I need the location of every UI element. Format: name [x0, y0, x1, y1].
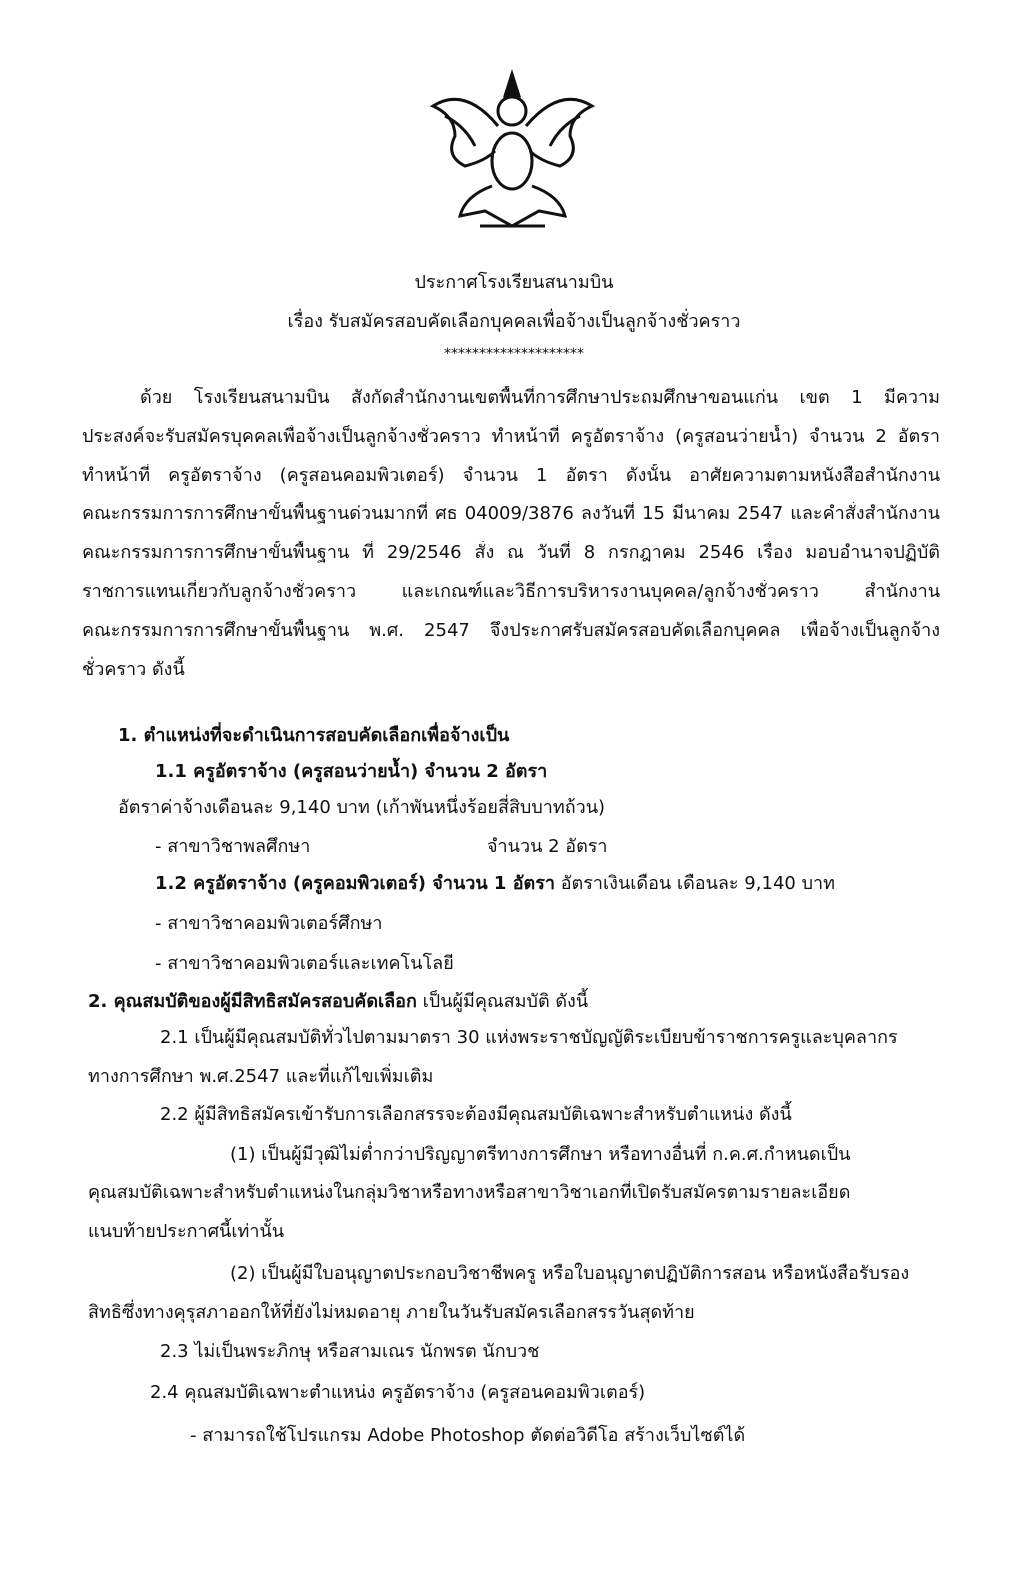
item-2-2-1: (1) เป็นผู้มีวุฒิไม่ต่ำกว่าปริญญาตรีทางการศึกษา หรือทางอื่นที่ ก.ค.ศ.กำหนดเป็น [230, 1144, 851, 1165]
intro-line: คณะกรรมการการศึกษาขั้นพื้นฐานด่วนมากที่ ศธ 04009/3876 ลงวันที่ 15 มีนาคม 2547 และคำสั่งสำนักงาน [82, 503, 940, 524]
item-1-1: 1.1 ครูอัตราจ้าง (ครูสอนว่ายน้ำ) จำนวน 2 อัตรา [155, 761, 548, 782]
separator: ******************** [444, 346, 584, 362]
intro-line: ด้วย โรงเรียนสนามบิน สังกัดสำนักงานเขตพื้นที่การศึกษาประถมศึกษาขอนแก่น เขต 1 มีความ [140, 387, 940, 408]
section2-heading-bold: 2. คุณสมบัติของผู้มีสิทธิสมัครสอบคัดเลือก [88, 991, 417, 1012]
intro-line: ราชการแทนเกี่ยวกับลูกจ้างชั่วคราว และเกณฑ์และวิธีการบริหารงานบุคคล/ลูกจ้างชั่วคราว สำนักงาน [82, 581, 940, 602]
intro-line: คณะกรรมการการศึกษาขั้นพื้นฐาน ที่ 29/2546 สั่ง ณ วันที่ 8 กรกฎาคม 2546 เรื่อง มอบอำนาจปฏิบัติ [82, 542, 940, 563]
item-2-4: 2.4 คุณสมบัติเฉพาะตำแหน่ง ครูอัตราจ้าง (ครูสอนคอมพิวเตอร์) [150, 1382, 646, 1403]
item-1-1-major: - สาขาวิชาพลศึกษา [155, 836, 311, 857]
item-1-2-title: 1.2 ครูอัตราจ้าง (ครูคอมพิวเตอร์) จำนวน 1 อัตรา [155, 873, 555, 894]
intro-line: คณะกรรมการการศึกษาขั้นพื้นฐาน พ.ศ. 2547 จึงประกาศรับสมัครสอบคัดเลือกบุคคล เพื่อจ้างเป็นลูกจ้าง [82, 620, 940, 641]
item-2-2-2: (2) เป็นผู้มีใบอนุญาตประกอบวิชาชีพครู หรือใบอนุญาตปฏิบัติการสอน หรือหนังสือรับรอง [230, 1263, 910, 1284]
item-1-2 [155, 872, 835, 896]
item-2-2-1-cont: คุณสมบัติเฉพาะสำหรับตำแหน่งในกลุ่มวิชาหรือทางหรือสาขาวิชาเอกที่เปิดรับสมัครตามรายละเอียด [88, 1182, 851, 1203]
item-2-2-1-cont: แนบท้ายประกาศนี้เท่านั้น [88, 1221, 285, 1242]
section1-heading: 1. ตำแหน่งที่จะดำเนินการสอบคัดเลือกเพื่อจ้างเป็น [118, 725, 510, 746]
item-1-2-major: - สาขาวิชาคอมพิวเตอร์ศึกษา [155, 913, 383, 934]
item-2-2-2-cont: สิทธิซึ่งทางคุรุสภาออกให้ที่ยังไม่หมดอายุ ภายในวันรับสมัครเลือกสรรวันสุดท้าย [88, 1302, 695, 1323]
announcement-subject: เรื่อง รับสมัครสอบคัดเลือกบุคคลเพื่อจ้างเป็นลูกจ้างชั่วคราว [287, 311, 741, 332]
item-1-1-wage: อัตราค่าจ้างเดือนละ 9,140 บาท (เก้าพันหนึ่งร้อยสี่สิบบาทถ้วน) [118, 797, 606, 818]
announcement-title: ประกาศโรงเรียนสนามบิน [414, 272, 614, 293]
item-2-1-cont: ทางการศึกษา พ.ศ.2547 และที่แก้ไขเพิ่มเติม [88, 1066, 434, 1087]
item-1-1-count: จำนวน 2 อัตรา [487, 836, 608, 857]
section2-heading-rest: เป็นผู้มีคุณสมบัติ ดังนี้ [416, 991, 589, 1012]
item-2-2: 2.2 ผู้มีสิทธิสมัครเข้ารับการเลือกสรรจะต้องมีคุณสมบัติเฉพาะสำหรับตำแหน่ง ดังนี้ [160, 1104, 792, 1125]
intro-line: ชั่วคราว ดังนี้ [82, 659, 185, 680]
intro-line: ทำหน้าที่ ครูอัตราจ้าง (ครูสอนคอมพิวเตอร์) จำนวน 1 อัตรา ดังนั้น อาศัยความตามหนังสือสำนักงาน [82, 465, 940, 486]
item-1-2-major: - สาขาวิชาคอมพิวเตอร์และเทคโนโลยี [155, 953, 454, 974]
intro-line: ประสงค์จะรับสมัครบุคคลเพื่อจ้างเป็นลูกจ้างชั่วคราว ทำหน้าที่ ครูอัตราจ้าง (ครูสอนว่ายน้ำ) จำนวน 2 อัตรา [82, 426, 940, 447]
item-2-1: 2.1 เป็นผู้มีคุณสมบัติทั่วไปตามมาตรา 30 แห่งพระราชบัญญัติระเบียบข้าราชการครูและบุคลากร [160, 1027, 898, 1048]
item-1-2-wage: อัตราเงินเดือน เดือนละ 9,140 บาท [560, 873, 835, 894]
section2-heading [88, 990, 588, 1014]
item-2-3: 2.3 ไม่เป็นพระภิกษุ หรือสามเณร นักพรต นักบวช [160, 1341, 540, 1362]
item-2-4-1: - สามารถใช้โปรแกรม Adobe Photoshop ตัดต่อวิดีโอ สร้างเว็บไซต์ได้ [190, 1425, 746, 1446]
garuda-emblem-icon [425, 66, 600, 238]
